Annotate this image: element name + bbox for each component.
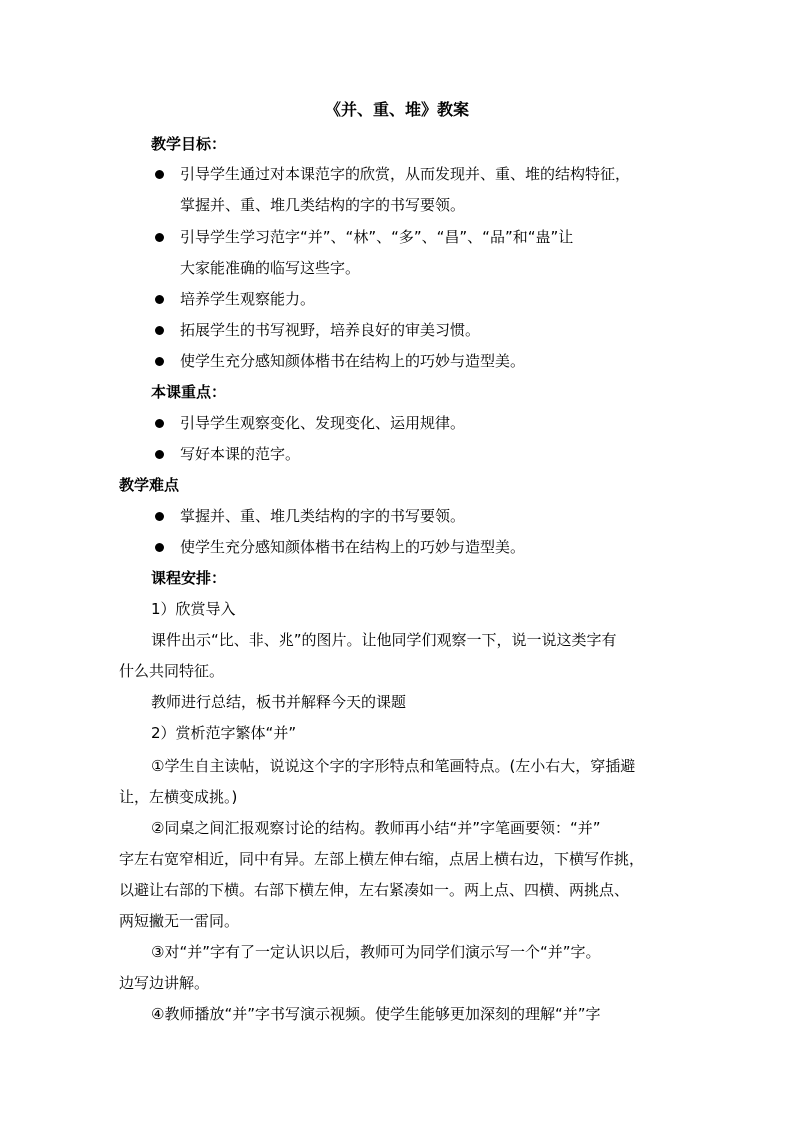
objective-2-line-1: 引导学生学习范字“并”、“林”、“多”、“昌”、“品”和“蛊”让 <box>180 228 574 246</box>
step-2-title: 2）赏析范字繁体“并” <box>151 724 297 742</box>
step-1-title: 1）欣赏导入 <box>151 600 236 618</box>
objective-4: 拓展学生的书写视野，培养良好的审美习惯。 <box>180 321 481 339</box>
key-point-2: 写好本课的范字。 <box>180 445 301 463</box>
paragraph-1-line-1: 课件出示“比、非、兆”的图片。让他同学们观察一下，说一说这类字有 <box>151 631 617 649</box>
bullet-icon <box>155 419 164 428</box>
paragraph-5-line-1: ③对“并”字有了一定认识以后，教师可为同学们演示写一个“并”字。 <box>151 943 601 961</box>
key-points-heading: 本课重点： <box>151 383 227 401</box>
difficulty-2: 使学生充分感知颜体楷书在结构上的巧妙与造型美。 <box>180 538 526 556</box>
paragraph-3-line-1: ①学生自主读帖，说说这个字的字形特点和笔画特点。(左小右大，穿插避 <box>151 757 636 775</box>
document-title: 《并、重、堆》教案 <box>324 100 469 119</box>
bullet-icon <box>155 512 164 521</box>
bullet-icon <box>155 233 164 242</box>
bullet-icon <box>155 450 164 459</box>
difficulty-1: 掌握并、重、堆几类结构的字的书写要领。 <box>180 507 466 525</box>
paragraph-4-line-1: ②同桌之间汇报观察讨论的结构。教师再小结“并”字笔画要领：“并” <box>151 819 601 837</box>
objective-1-line-2: 掌握并、重、堆几类结构的字的书写要领。 <box>180 196 466 214</box>
paragraph-6-line-1: ④教师播放“并”字书写演示视频。使学生能够更加深刻的理解“并”字 <box>151 1005 601 1023</box>
key-point-1: 引导学生观察变化、发现变化、运用规律。 <box>180 414 466 432</box>
objective-3: 培养学生观察能力。 <box>180 290 316 308</box>
paragraph-2: 教师进行总结，板书并解释今天的课题 <box>151 693 407 711</box>
paragraph-4-line-2: 字左右宽窄相近，同中有异。左部上横左伸右缩，点居上横右边，下横写作挑， <box>119 850 645 868</box>
difficulties-heading: 教学难点 <box>119 476 180 494</box>
objective-1-line-1: 引导学生通过对本课范字的欣赏，从而发现并、重、堆的结构特征， <box>180 165 631 183</box>
objective-2-line-2: 大家能准确的临写这些字。 <box>180 259 361 277</box>
bullet-icon <box>155 357 164 366</box>
bullet-icon <box>155 326 164 335</box>
bullet-icon <box>155 170 164 179</box>
bullet-icon <box>155 543 164 552</box>
paragraph-4-line-3: 以避让右部的下横。右部下横左伸，左右紧凑如一。两上点、四横、两挑点、 <box>119 881 630 899</box>
objectives-heading: 教学目标： <box>151 135 227 153</box>
objective-5: 使学生充分感知颜体楷书在结构上的巧妙与造型美。 <box>180 352 526 370</box>
bullet-icon <box>155 295 164 304</box>
schedule-heading: 课程安排： <box>151 569 227 587</box>
paragraph-4-line-4: 两短撇无一雷同。 <box>119 912 240 930</box>
paragraph-5-line-2: 边写边讲解。 <box>119 974 210 992</box>
paragraph-1-line-2: 什么共同特征。 <box>119 662 225 680</box>
paragraph-3-line-2: 让，左横变成挑。) <box>119 788 238 806</box>
